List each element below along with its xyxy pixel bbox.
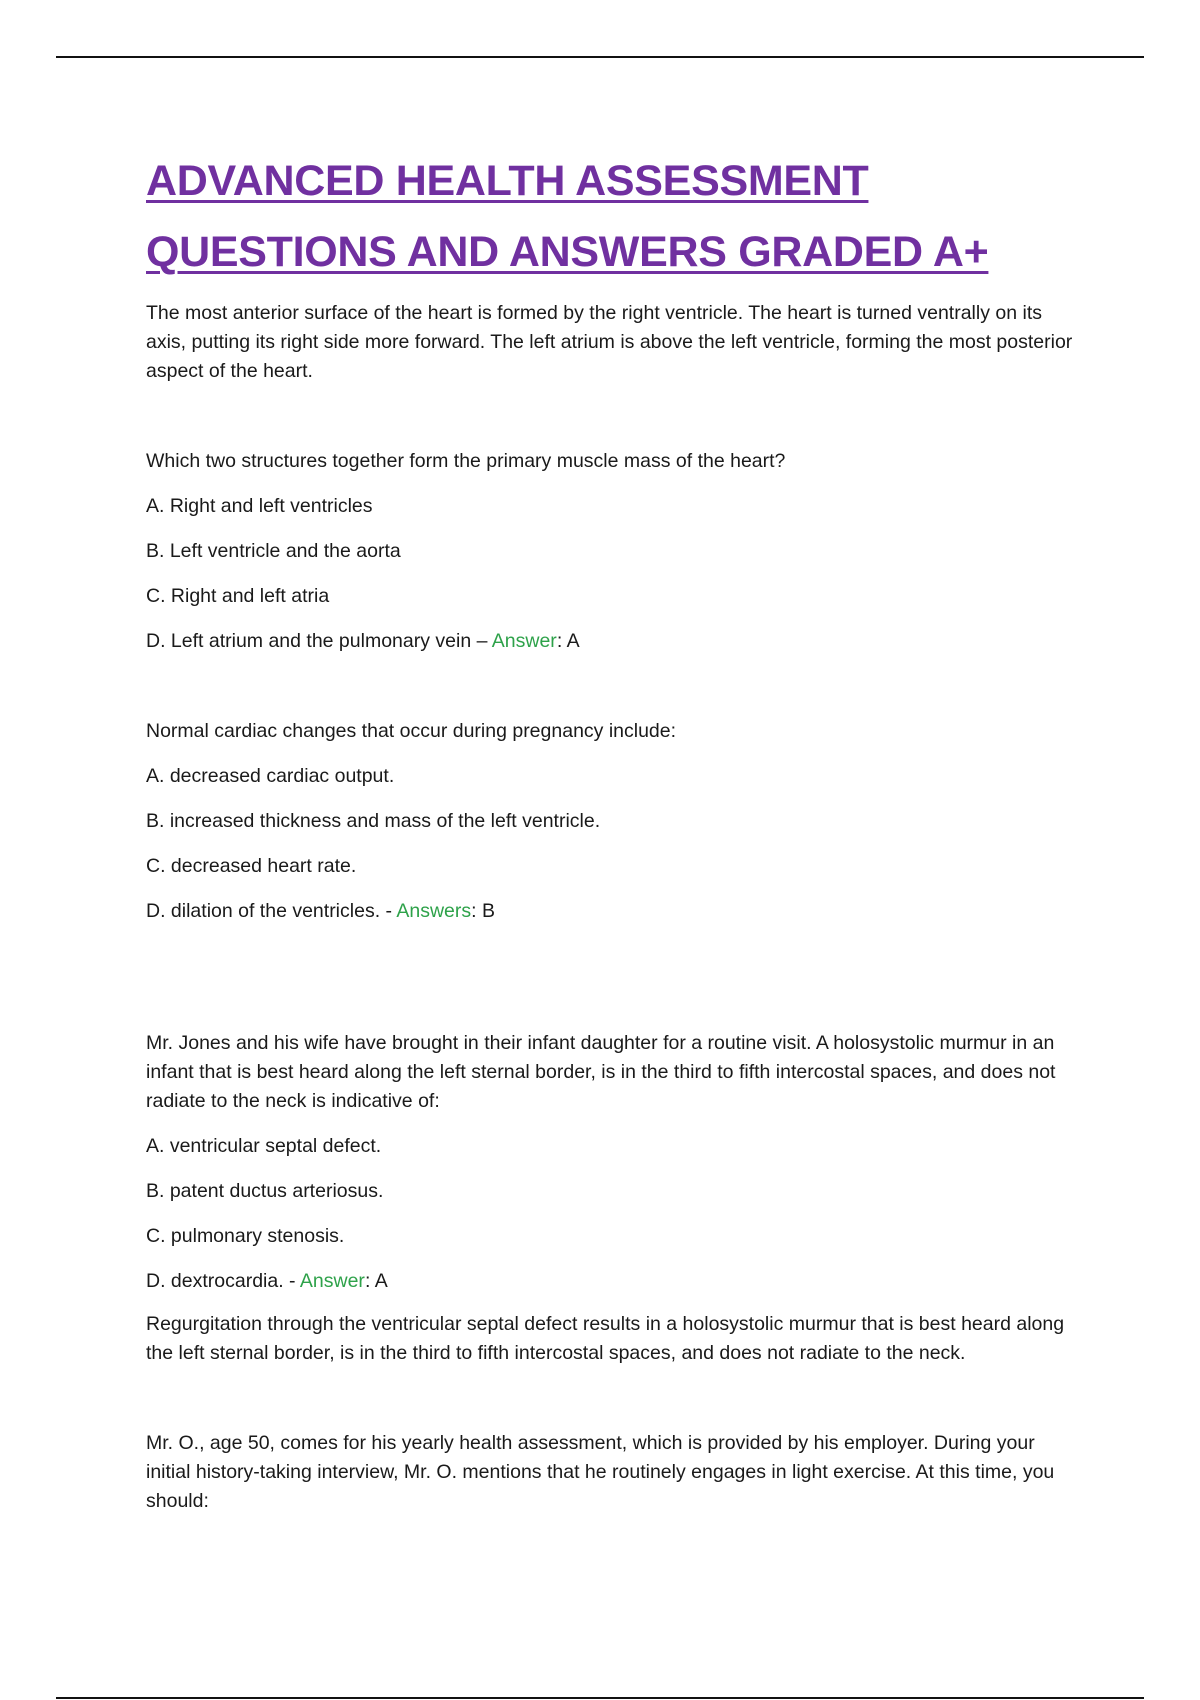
option-a: A. Right and left ventricles [146, 495, 373, 517]
answer-label: Answer [491, 630, 557, 652]
title-line-2: QUESTIONS AND ANSWERS GRADED A+ [146, 228, 989, 276]
answer-value: : B [471, 900, 495, 922]
option-d [146, 897, 1076, 926]
option-b: B. increased thickness and mass of the left ventricle. [146, 810, 601, 832]
answer-value: : A [364, 1270, 388, 1292]
option-c: C. pulmonary stenosis. [146, 1225, 345, 1247]
option-c: C. decreased heart rate. [146, 855, 357, 877]
question-block-1 [146, 447, 1076, 656]
option-a: A. ventricular septal defect. [146, 1135, 382, 1157]
question-text: Mr. O., age 50, comes for his yearly health assessment, which is provided by his employer. During your initial history-taking interview, Mr. O. mentions that he routinely engages in light exercise. At this time, you should: [146, 1432, 1055, 1512]
option-d [146, 1267, 1076, 1296]
option-d-text: D. dilation of the ventricles. - [146, 900, 397, 922]
question-text: Normal cardiac changes that occur during pregnancy include: [146, 720, 677, 742]
question-text: Mr. Jones and his wife have brought in their infant daughter for a routine visit. A holosystolic murmur in an infant that is best heard along the left sternal border, is in the third to fifth intercostal spaces, and does not radiate to the neck is indicative of: [146, 1032, 1056, 1112]
question-block-4 [146, 1429, 1076, 1516]
document-title [146, 146, 1076, 288]
question-block-2 [146, 717, 1076, 926]
option-b: B. Left ventricle and the aorta [146, 540, 401, 562]
option-c: C. Right and left atria [146, 585, 330, 607]
option-d [146, 627, 1076, 656]
top-rule [56, 56, 1144, 58]
answer-label: Answers [396, 900, 472, 922]
title-line-1: ADVANCED HEALTH ASSESSMENT [146, 157, 869, 205]
option-d-text: D. Left atrium and the pulmonary vein – [146, 630, 492, 652]
intro-paragraph: The most anterior surface of the heart is formed by the right ventricle. The heart is turned ventrally on its axis, putting its right side more forward. The left atrium is above the left ventricle, forming the most posterior aspect of the heart. [146, 302, 1073, 382]
answer-label: Answer [299, 1270, 365, 1292]
bottom-rule [56, 1697, 1144, 1699]
document-body [146, 146, 1076, 1516]
option-d-text: D. dextrocardia. - [146, 1270, 300, 1292]
option-a: A. decreased cardiac output. [146, 765, 395, 787]
answer-explanation: Regurgitation through the ventricular septal defect results in a holosystolic murmur that is best heard along the left sternal border, is in the third to fifth intercostal spaces, and does not radiate to the neck. [146, 1313, 1065, 1364]
question-block-3 [146, 1029, 1076, 1368]
option-b: B. patent ductus arteriosus. [146, 1180, 384, 1202]
question-text: Which two structures together form the primary muscle mass of the heart? [146, 450, 786, 472]
answer-value: : A [556, 630, 580, 652]
